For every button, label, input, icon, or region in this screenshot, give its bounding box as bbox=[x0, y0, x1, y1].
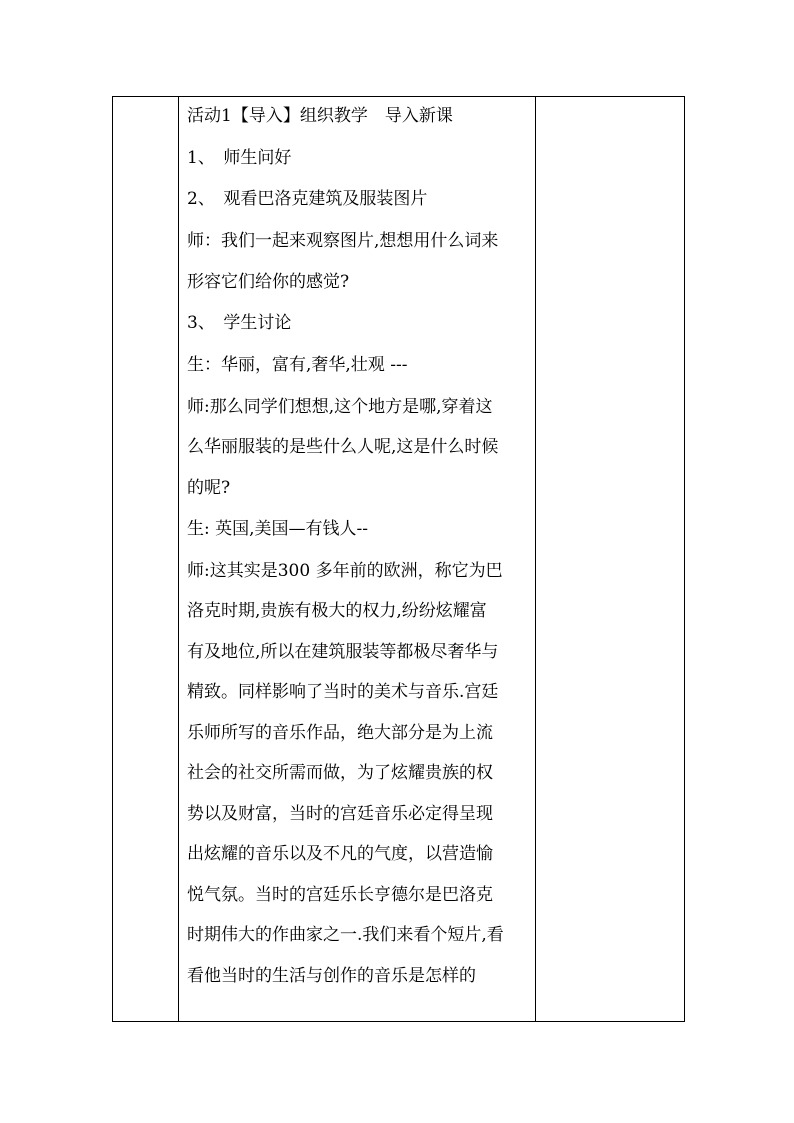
teacher-line: 形容它们给你的感觉? bbox=[187, 271, 350, 292]
teacher-line: 看他当时的生活与创作的音乐是怎样的 bbox=[187, 965, 476, 986]
lesson-content bbox=[179, 97, 535, 990]
teacher-line: 时期伟大的作曲家之一.我们来看个短片,看 bbox=[187, 925, 504, 946]
teacher-line: 师:那么同学们想想,这个地方是哪,穿着这 bbox=[187, 396, 493, 417]
student-line: 生: 英国,美国—有钱人-- bbox=[187, 519, 369, 540]
teacher-line: 师:这其实是300 多年前的欧洲，称它为巴 bbox=[187, 560, 503, 581]
teacher-line: 么华丽服装的是些什么人呢,这是什么时候 bbox=[187, 437, 499, 458]
activity-heading: 活动1【导入】组织教学 导入新课 bbox=[187, 106, 453, 126]
teacher-line: 精致。同样影响了当时的美术与音乐.宫廷 bbox=[187, 682, 499, 703]
lesson-row bbox=[113, 97, 685, 1022]
teacher-line: 势以及财富，当时的宫廷音乐必定得呈现 bbox=[187, 803, 493, 824]
step-view-pictures: 2、 观看巴洛克建筑及服装图片 bbox=[187, 189, 428, 210]
teacher-line: 出炫耀的音乐以及不凡的气度，以营造愉 bbox=[187, 844, 493, 865]
teacher-line: 悦气氛。当时的宫廷乐长亨德尔是巴洛克 bbox=[187, 884, 493, 905]
teacher-line: 洛克时期,贵族有极大的权力,纷纷炫耀富 bbox=[187, 601, 487, 622]
left-cell bbox=[113, 97, 179, 1022]
content-cell bbox=[179, 97, 536, 1022]
teacher-line: 师：我们一起来观察图片,想想用什么词来 bbox=[187, 231, 499, 252]
step-discussion: 3、 学生讨论 bbox=[187, 313, 292, 334]
teacher-line: 的呢? bbox=[187, 477, 231, 498]
student-line: 生：华丽，富有,奢华,壮观 --- bbox=[187, 354, 408, 375]
teacher-line: 乐师所写的音乐作品，绝大部分是为上流 bbox=[187, 722, 493, 743]
teacher-line: 社会的社交所需而做，为了炫耀贵族的权 bbox=[187, 763, 493, 784]
right-cell bbox=[536, 97, 685, 1022]
lesson-table bbox=[112, 96, 685, 1022]
teacher-line: 有及地位,所以在建筑服装等都极尽奢华与 bbox=[187, 641, 499, 662]
step-greeting: 1、 师生问好 bbox=[187, 147, 292, 168]
